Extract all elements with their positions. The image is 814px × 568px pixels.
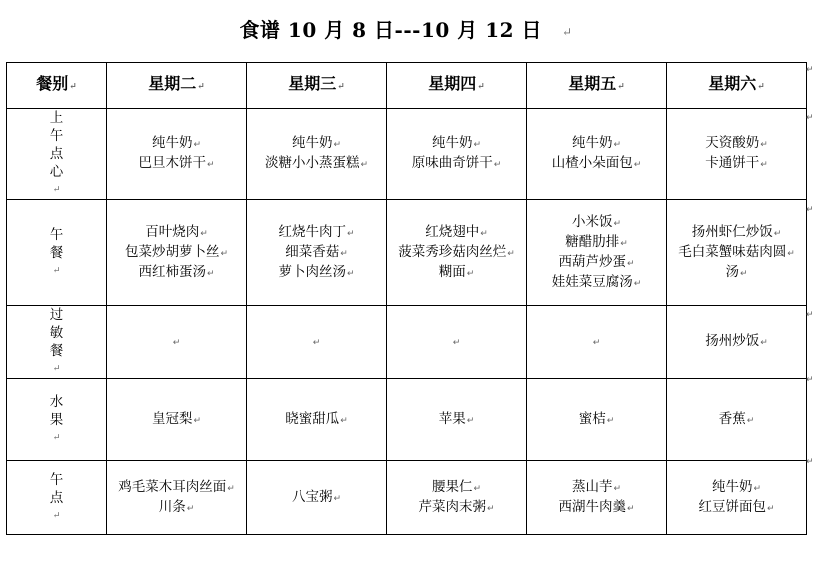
menu-item-text: 纯牛奶 bbox=[711, 478, 753, 495]
title-text: 食谱 10 月 8 日---10 月 12 日 bbox=[239, 18, 542, 42]
row-end-mark-icon: ↵ bbox=[806, 65, 814, 75]
paragraph-mark-icon: ↵ bbox=[340, 415, 348, 426]
table-row bbox=[7, 461, 807, 535]
paragraph-mark-icon: ↵ bbox=[340, 248, 348, 259]
menu-item-line bbox=[247, 410, 386, 430]
menu-item-text: 纯牛奶 bbox=[151, 135, 193, 151]
menu-item-text: 八宝粥 bbox=[291, 488, 333, 505]
paragraph-mark-icon: ↵ bbox=[206, 160, 215, 170]
paragraph-mark-icon: ↵ bbox=[360, 160, 369, 170]
menu-item-text: 糖醋肋排 bbox=[565, 233, 620, 250]
menu-item-text: 红烧牛肉丁 bbox=[278, 223, 346, 240]
menu-item-text: 细菜香菇 bbox=[285, 243, 340, 260]
menu-item-text: 淡糖小小蒸蛋糕 bbox=[264, 155, 360, 171]
paragraph-mark-icon: ↵ bbox=[626, 258, 635, 269]
menu-item-line bbox=[667, 478, 806, 498]
header-day-cell bbox=[247, 63, 387, 109]
menu-item-line bbox=[527, 410, 666, 430]
menu-item-text: 红豆饼面包 bbox=[698, 498, 766, 515]
paragraph-mark-icon: ↵ bbox=[613, 218, 622, 229]
paragraph-mark-icon: ↵ bbox=[333, 140, 342, 150]
paragraph-mark-icon: ↵ bbox=[186, 503, 195, 514]
menu-item-text: 纯牛奶 bbox=[431, 135, 473, 151]
paragraph-mark-icon: ↵ bbox=[760, 140, 768, 150]
paragraph-mark-icon: ↵ bbox=[486, 503, 495, 514]
menu-cell bbox=[667, 461, 807, 535]
menu-item-text: 糊面 bbox=[438, 263, 466, 280]
paragraph-mark-icon: ↵ bbox=[507, 248, 515, 259]
header-day-cell bbox=[527, 63, 667, 109]
menu-cell bbox=[527, 306, 667, 379]
paragraph-mark-icon: ↵ bbox=[346, 268, 355, 279]
paragraph-mark-icon: ↵ bbox=[493, 160, 502, 170]
paragraph-mark-icon: ↵ bbox=[452, 338, 461, 348]
menu-cell bbox=[527, 200, 667, 306]
meal-label-char: 点 bbox=[49, 146, 64, 162]
menu-item-line bbox=[527, 233, 666, 253]
menu-cell bbox=[667, 379, 807, 461]
meal-label-char: 过 bbox=[49, 307, 64, 323]
paragraph-mark-icon: ↵ bbox=[227, 483, 235, 494]
paragraph-mark-icon: ↵ bbox=[633, 160, 642, 170]
menu-cell bbox=[247, 109, 387, 200]
menu-item-text: 娃娃菜豆腐汤 bbox=[551, 273, 633, 290]
header-day-label: 星期四 bbox=[428, 74, 477, 93]
menu-cell bbox=[387, 306, 527, 379]
table-row bbox=[7, 379, 807, 461]
menu-cell bbox=[527, 109, 667, 200]
menu-item-line bbox=[387, 498, 526, 518]
line-break-mark-icon: ↵ bbox=[52, 185, 61, 195]
menu-item-text: 苹果 bbox=[438, 410, 466, 427]
menu-item-text: 卡通饼干 bbox=[705, 155, 760, 171]
paragraph-mark-icon: ↵ bbox=[69, 82, 77, 92]
paragraph-mark-icon: ↵ bbox=[220, 248, 229, 259]
paragraph-mark-icon: ↵ bbox=[766, 503, 775, 514]
menu-item-line bbox=[667, 134, 806, 154]
paragraph-mark-icon: ↵ bbox=[337, 82, 345, 92]
paragraph-mark-icon: ↵ bbox=[613, 483, 622, 494]
menu-cell bbox=[107, 306, 247, 379]
paragraph-mark-icon: ↵ bbox=[592, 338, 601, 348]
menu-item-text: 巴旦木饼干 bbox=[138, 155, 206, 171]
menu-item-line bbox=[247, 263, 386, 283]
meal-label-char: 水 bbox=[49, 393, 64, 410]
menu-item-line bbox=[667, 223, 806, 243]
meal-label-char: 心 bbox=[49, 164, 64, 180]
menu-item-text: 毛白菜蟹味菇肉圆 bbox=[678, 243, 787, 260]
menu-item-text: 川条 bbox=[158, 498, 186, 515]
menu-item-text: 晓蜜甜瓜 bbox=[285, 410, 340, 427]
menu-item-line bbox=[667, 332, 806, 352]
row-end-mark-icon: ↵ bbox=[806, 457, 814, 467]
paragraph-mark-icon: ↵ bbox=[620, 238, 628, 249]
paragraph-mark-icon: ↵ bbox=[466, 268, 475, 279]
paragraph-mark-icon: ↵ bbox=[739, 268, 748, 279]
menu-item-text: 蜜桔 bbox=[578, 410, 606, 427]
menu-item-line bbox=[667, 263, 806, 283]
menu-item-text: 小米饭 bbox=[571, 213, 613, 230]
line-break-mark-icon: ↵ bbox=[52, 364, 61, 374]
menu-item-text: 包菜炒胡萝卜丝 bbox=[124, 243, 220, 260]
menu-cell bbox=[387, 379, 527, 461]
meal-label-cell bbox=[7, 200, 107, 306]
menu-item-line bbox=[667, 243, 806, 263]
menu-cell bbox=[667, 306, 807, 379]
header-meal-cell bbox=[7, 63, 107, 109]
menu-item-line bbox=[387, 243, 526, 263]
meal-label-char: 餐 bbox=[49, 343, 64, 359]
menu-item-line bbox=[387, 410, 526, 430]
menu-item-text: 百叶烧肉 bbox=[145, 223, 200, 240]
paragraph-mark-icon: ↵ bbox=[787, 248, 795, 259]
meal-label-cell bbox=[7, 379, 107, 461]
header-day-cell bbox=[387, 63, 527, 109]
menu-item-line bbox=[667, 410, 806, 430]
paragraph-mark-icon: ↵ bbox=[206, 268, 215, 279]
menu-item-text: 红烧翅中 bbox=[425, 223, 480, 240]
table-row bbox=[7, 306, 807, 379]
menu-item-text: 鸡毛菜木耳肉丝面 bbox=[118, 478, 227, 495]
meal-label-char: 点 bbox=[49, 489, 64, 506]
line-break-mark-icon: ↵ bbox=[52, 432, 61, 443]
menu-item-line bbox=[107, 263, 246, 283]
menu-item-line bbox=[247, 134, 386, 154]
meal-label-char: 午 bbox=[49, 128, 64, 144]
menu-item-line bbox=[247, 488, 386, 508]
paragraph-mark-icon: ↵ bbox=[473, 140, 482, 150]
menu-item-line bbox=[387, 223, 526, 243]
meal-label-cell bbox=[7, 109, 107, 200]
paragraph-mark-icon: ↵ bbox=[473, 483, 482, 494]
menu-item-line bbox=[667, 154, 806, 174]
menu-item-line bbox=[247, 154, 386, 174]
row-end-mark-icon: ↵ bbox=[806, 310, 814, 320]
header-day-cell bbox=[107, 63, 247, 109]
menu-item-text: 纯牛奶 bbox=[571, 135, 613, 151]
menu-cell bbox=[667, 200, 807, 306]
menu-item-line bbox=[527, 498, 666, 518]
header-day-label: 星期二 bbox=[148, 74, 197, 93]
menu-item-text: 皇冠梨 bbox=[151, 410, 193, 427]
menu-cell bbox=[527, 379, 667, 461]
menu-item-line bbox=[527, 213, 666, 233]
paragraph-mark-icon: ↵ bbox=[757, 82, 765, 92]
paragraph-mark-icon: ↵ bbox=[562, 24, 573, 39]
line-break-mark-icon: ↵ bbox=[52, 265, 61, 276]
row-end-mark-icon: ↵ bbox=[806, 375, 814, 385]
header-meal-label: 餐别 bbox=[36, 74, 69, 93]
menu-cell bbox=[247, 379, 387, 461]
paragraph-mark-icon: ↵ bbox=[760, 338, 768, 348]
paragraph-mark-icon: ↵ bbox=[477, 82, 485, 92]
line-break-mark-icon: ↵ bbox=[52, 510, 61, 521]
menu-item-line bbox=[387, 263, 526, 283]
menu-cell bbox=[247, 200, 387, 306]
paragraph-mark-icon: ↵ bbox=[617, 82, 625, 92]
menu-item-text: 山楂小朵面包 bbox=[551, 155, 633, 171]
meal-label-char: 午 bbox=[49, 226, 64, 243]
menu-cell bbox=[387, 109, 527, 200]
menu-item-line bbox=[247, 243, 386, 263]
meal-label-char: 上 bbox=[49, 110, 64, 126]
paragraph-mark-icon: ↵ bbox=[197, 82, 205, 92]
menu-cell bbox=[107, 461, 247, 535]
paragraph-mark-icon: ↵ bbox=[333, 493, 342, 504]
menu-item-text: 汤 bbox=[725, 263, 739, 280]
paragraph-mark-icon: ↵ bbox=[193, 415, 202, 426]
paragraph-mark-icon: ↵ bbox=[172, 338, 181, 348]
menu-item-text: 蒸山芋 bbox=[571, 478, 613, 495]
menu-item-text: 西葫芦炒蛋 bbox=[558, 253, 626, 270]
meal-label-cell bbox=[7, 306, 107, 379]
header-day-label: 星期六 bbox=[708, 74, 757, 93]
meal-label-char: 午 bbox=[49, 471, 64, 488]
meal-label-char: 果 bbox=[49, 411, 64, 428]
menu-cell bbox=[387, 461, 527, 535]
menu-item-line bbox=[107, 134, 246, 154]
header-day-label: 星期三 bbox=[288, 74, 337, 93]
menu-item-line bbox=[107, 154, 246, 174]
menu-item-line bbox=[527, 273, 666, 293]
paragraph-mark-icon: ↵ bbox=[633, 278, 642, 289]
paragraph-mark-icon: ↵ bbox=[746, 415, 755, 426]
paragraph-mark-icon: ↵ bbox=[760, 160, 768, 170]
menu-item-line bbox=[667, 498, 806, 518]
menu-item-text: 芹菜肉末粥 bbox=[418, 498, 486, 515]
menu-item-text: 西红柿蛋汤 bbox=[138, 263, 206, 280]
menu-item-line bbox=[387, 134, 526, 154]
paragraph-mark-icon: ↵ bbox=[753, 483, 762, 494]
menu-item-text: 扬州炒饭 bbox=[705, 333, 760, 349]
menu-item-line bbox=[387, 478, 526, 498]
menu-item-text: 腰果仁 bbox=[431, 478, 473, 495]
menu-item-line bbox=[107, 498, 246, 518]
table-row bbox=[7, 200, 807, 306]
paragraph-mark-icon: ↵ bbox=[773, 228, 782, 239]
menu-item-text: 西湖牛肉羹 bbox=[558, 498, 626, 515]
paragraph-mark-icon: ↵ bbox=[606, 415, 615, 426]
row-end-mark-icon: ↵ bbox=[806, 113, 814, 123]
table-header-row bbox=[7, 63, 807, 109]
menu-cell bbox=[247, 461, 387, 535]
header-day-cell bbox=[667, 63, 807, 109]
table-row bbox=[7, 109, 807, 200]
menu-item-text: 香蕉 bbox=[718, 410, 746, 427]
menu-cell bbox=[107, 200, 247, 306]
menu-item-line bbox=[527, 478, 666, 498]
menu-cell bbox=[387, 200, 527, 306]
menu-item-text: 纯牛奶 bbox=[291, 135, 333, 151]
menu-cell bbox=[247, 306, 387, 379]
menu-item-text: 原味曲奇饼干 bbox=[411, 155, 493, 171]
paragraph-mark-icon: ↵ bbox=[613, 140, 622, 150]
menu-item-line bbox=[527, 134, 666, 154]
menu-cell bbox=[107, 109, 247, 200]
menu-item-line bbox=[107, 478, 246, 498]
menu-item-line bbox=[247, 223, 386, 243]
paragraph-mark-icon: ↵ bbox=[193, 140, 202, 150]
menu-item-line bbox=[387, 154, 526, 174]
paragraph-mark-icon: ↵ bbox=[200, 228, 208, 239]
menu-item-line bbox=[527, 253, 666, 273]
menu-cell bbox=[107, 379, 247, 461]
menu-item-line bbox=[527, 154, 666, 174]
meal-label-cell bbox=[7, 461, 107, 535]
menu-item-text: 萝卜肉丝汤 bbox=[278, 263, 346, 280]
menu-item-line bbox=[107, 243, 246, 263]
page-title bbox=[0, 14, 812, 43]
menu-cell bbox=[667, 109, 807, 200]
menu-item-text: 天资酸奶 bbox=[705, 135, 760, 151]
paragraph-mark-icon: ↵ bbox=[466, 415, 475, 426]
menu-table bbox=[6, 62, 807, 535]
meal-label-char: 敏 bbox=[49, 325, 64, 341]
menu-item-text: 菠菜秀珍菇肉丝烂 bbox=[398, 243, 507, 260]
row-end-mark-icon: ↵ bbox=[806, 205, 814, 215]
paragraph-mark-icon: ↵ bbox=[480, 228, 488, 239]
meal-label-char: 餐 bbox=[49, 244, 64, 261]
header-day-label: 星期五 bbox=[568, 74, 617, 93]
paragraph-mark-icon: ↵ bbox=[312, 338, 321, 348]
menu-item-line bbox=[107, 223, 246, 243]
menu-item-text: 扬州虾仁炒饭 bbox=[691, 223, 773, 240]
menu-cell bbox=[527, 461, 667, 535]
menu-item-line bbox=[107, 410, 246, 430]
paragraph-mark-icon: ↵ bbox=[626, 503, 635, 514]
paragraph-mark-icon: ↵ bbox=[346, 228, 355, 239]
